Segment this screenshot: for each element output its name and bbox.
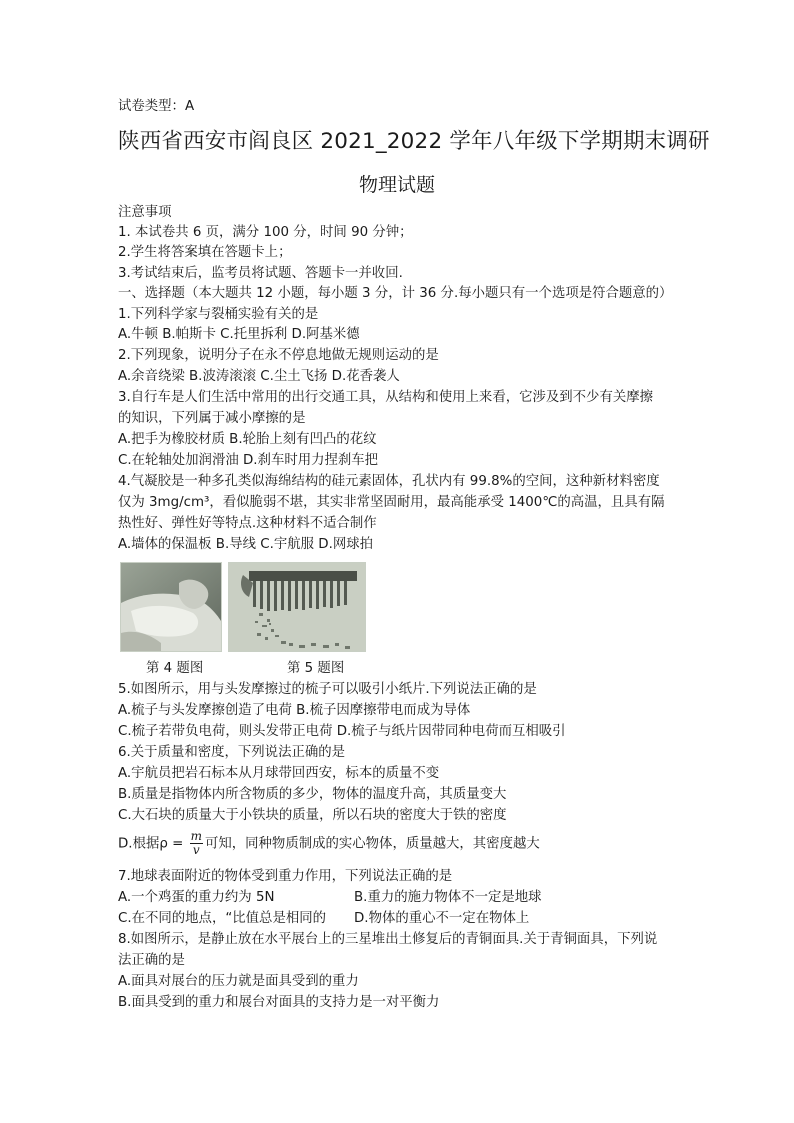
figure-5-caption: 第 5 题图 [287, 661, 345, 676]
question-options: A.把手为橡胶材质 B.轮胎上刻有凹凸的花纹 [118, 432, 377, 447]
question-stem: 热性好、弹性好等特点.这种材料不适合制作 [118, 516, 377, 531]
section-heading: 一、选择题（本大题共 12 小题，每小题 3 分，计 36 分.每小题只有一个选项是符合题意的） [118, 286, 673, 301]
comb-paper-image [229, 563, 365, 651]
question-option: D.物体的重心不一定在物体上 [354, 911, 530, 926]
question-options: A.牛顿 B.帕斯卡 C.托里拆利 D.阿基米德 [118, 327, 360, 342]
question-stem: 5.如图所示，用与头发摩擦过的梳子可以吸引小纸片.下列说法正确的是 [118, 682, 537, 697]
question-stem: 法正确的是 [118, 953, 185, 968]
option-d-suffix: 可知，同种物质制成的实心物体，质量越大，其密度越大 [204, 836, 540, 852]
note-item: 1. 本试卷共 6 页，满分 100 分，时间 90 分钟； [118, 225, 413, 240]
option-d-prefix: D.根据ρ = [118, 836, 188, 852]
density-formula [190, 830, 203, 857]
aerogel-hand-image [121, 563, 221, 651]
question-option: A.一个鸡蛋的重力约为 5N [118, 890, 275, 905]
question-option: B.面具受到的重力和展台对面具的支持力是一对平衡力 [118, 995, 440, 1010]
question-stem: 3.自行车是人们生活中常用的出行交通工具，从结构和使用上来看，它涉及到不少有关摩擦 [118, 390, 654, 405]
question-option: A.面具对展台的压力就是面具受到的重力 [118, 974, 359, 989]
question-option: B.质量是指物体内所含物质的多少，物体的温度升高，其质量变大 [118, 787, 507, 802]
question-options: A.余音绕梁 B.波涛滚滚 C.尘土飞扬 D.花香袭人 [118, 369, 400, 384]
question-stem: 6.关于质量和密度，下列说法正确的是 [118, 745, 346, 760]
note-item: 2.学生将答案填在答题卡上； [118, 245, 292, 260]
question-option: A.宇航员把岩石标本从月球带回西安，标本的质量不变 [118, 766, 440, 781]
paper-type: 试卷类型：A [118, 99, 195, 114]
formula-denominator: v [192, 843, 200, 857]
question-stem: 2.下列现象，说明分子在永不停息地做无规则运动的是 [118, 348, 439, 363]
question-option-d [118, 830, 540, 858]
notes-heading: 注意事项 [118, 205, 172, 220]
question-option: C.在不同的地点，“比值总是相同的 [118, 911, 327, 926]
question-options: A.墙体的保温板 B.导线 C.宇航服 D.网球拍 [118, 537, 374, 552]
question-stem: 1.下列科学家与裂桶实验有关的是 [118, 307, 319, 322]
figure-4-caption: 第 4 题图 [146, 661, 204, 676]
formula-numerator: m [190, 829, 202, 843]
note-item: 3.考试结束后，监考员将试题、答题卡一并收回. [118, 266, 403, 281]
question-option: B.重力的施力物体不一定是地球 [354, 890, 542, 905]
question-options: C.梳子若带负电荷，则头发带正电荷 D.梳子与纸片因带同种电荷而互相吸引 [118, 724, 566, 739]
question-stem: 8.如图所示，是静止放在水平展台上的三星堆出土修复后的青铜面具.关于青铜面具，下列说 [118, 932, 658, 947]
figure-4-photo [120, 562, 222, 652]
question-stem: 4.气凝胶是一种多孔类似海绵结构的硅元素固体，孔状内有 99.8%的空间，这种新材料密度 [118, 474, 660, 489]
question-options: C.在轮轴处加润滑油 D.刹车时用力捏刹车把 [118, 453, 379, 468]
question-options: A.梳子与头发摩擦创造了电荷 B.梳子因摩擦带电而成为导体 [118, 703, 471, 718]
exam-title: 陕西省西安市阎良区 2021_2022 学年八年级下学期期末调研 [118, 129, 710, 154]
question-stem: 的知识，下列属于减小摩擦的是 [118, 411, 306, 426]
figure-5-photo [228, 562, 366, 652]
question-stem: 7.地球表面附近的物体受到重力作用，下列说法正确的是 [118, 869, 453, 884]
exam-subtitle: 物理试题 [358, 174, 435, 196]
question-stem: 仅为 3mg/cm³，看似脆弱不堪，其实非常坚固耐用，最高能承受 1400℃的高温，且具有隔 [118, 495, 665, 510]
question-option: C.大石块的质量大于小铁块的质量，所以石块的密度大于铁的密度 [118, 808, 507, 823]
